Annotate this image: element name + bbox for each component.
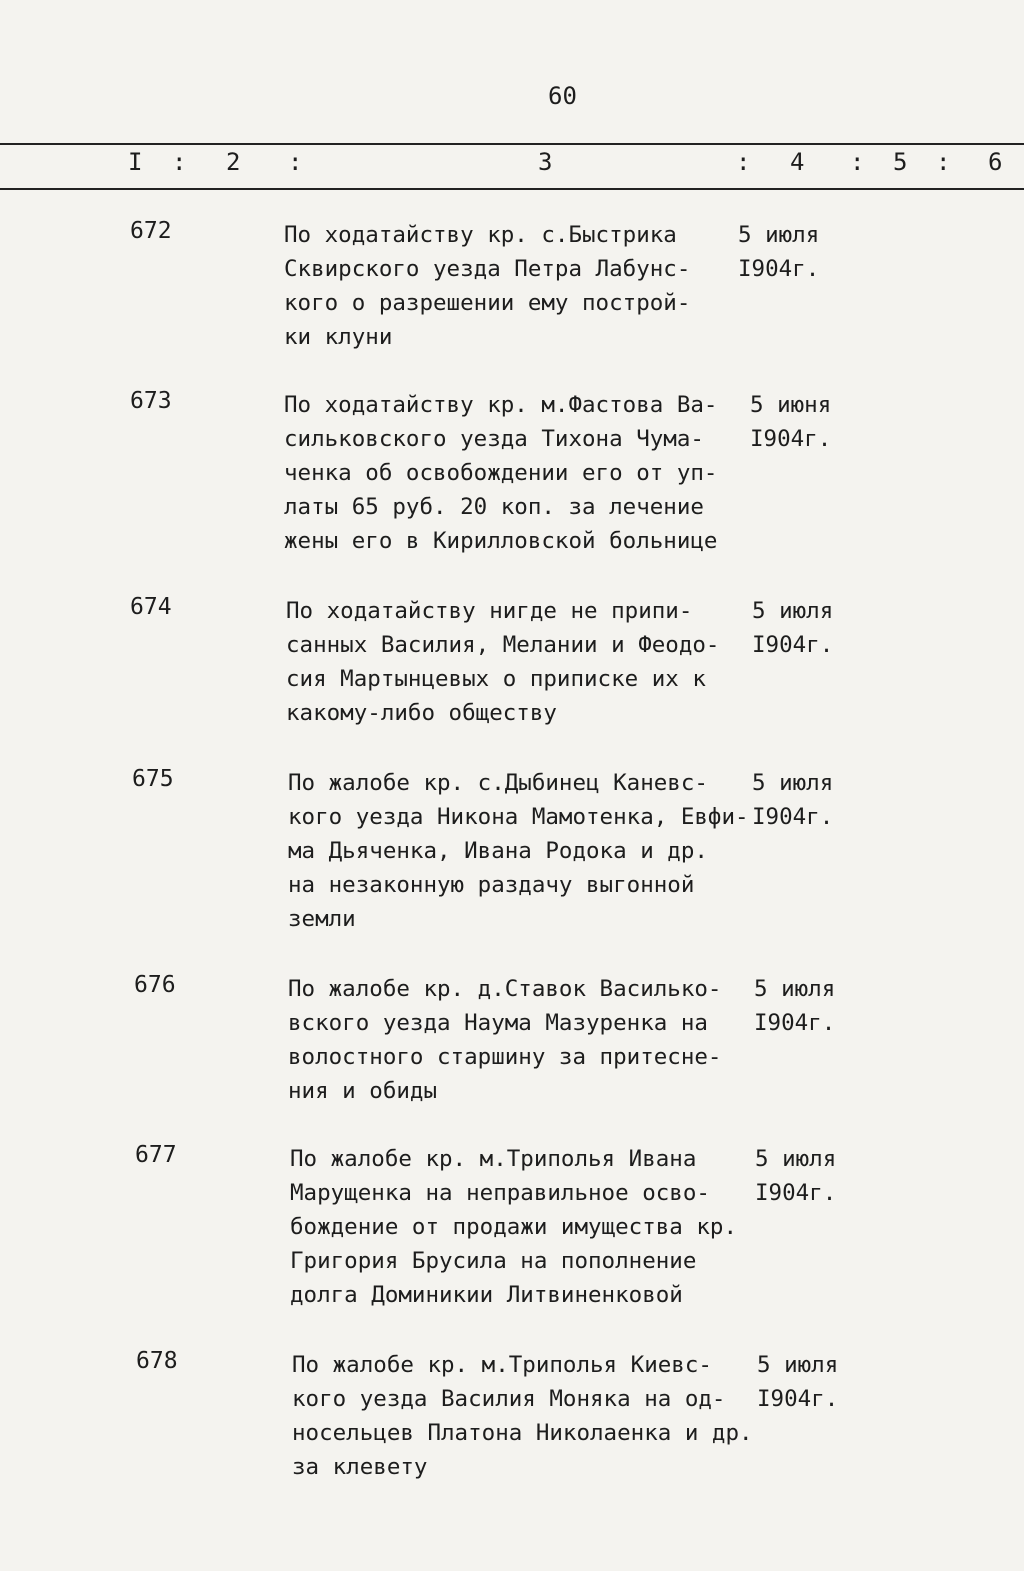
entry-date: 5 июля I904г. <box>757 1352 839 1412</box>
page-number: 60 <box>548 82 577 110</box>
entry-date: 5 июля I904г. <box>752 598 834 658</box>
entry-description: По жалобе кр. м.Триполья Киевс- кого уезда Василия Моняка на од- носельцев Платона Николаенка и др. за клевету <box>292 1352 753 1480</box>
entry-number: 673 <box>130 388 172 414</box>
header-column-label: 5 <box>893 148 908 176</box>
entry-description: По ходатайству нигде не припи- санных Василия, Мелании и Феодо- сия Мартынцевых о приписке их к какому-либо обществу <box>286 598 720 726</box>
header-column-label: I <box>128 148 143 176</box>
header-column-label: 2 <box>226 148 241 176</box>
header-separator: : <box>936 148 951 176</box>
entry-number: 674 <box>130 594 172 620</box>
header-top-rule <box>0 143 1024 145</box>
entry-number: 675 <box>132 766 174 792</box>
header-separator: : <box>288 148 303 176</box>
entry-date: 5 июня I904г. <box>750 392 832 452</box>
entry-number: 676 <box>134 972 176 998</box>
header-column-label: 4 <box>790 148 805 176</box>
entry-number: 672 <box>130 218 172 244</box>
header-column-label: 6 <box>988 148 1003 176</box>
entry-number: 677 <box>135 1142 177 1168</box>
header-separator: : <box>172 148 187 176</box>
entry-number: 678 <box>136 1348 178 1374</box>
header-separator: : <box>850 148 865 176</box>
entry-date: 5 июля I904г. <box>755 1146 837 1206</box>
entry-description: По жалобе кр. м.Триполья Ивана Марущенка на неправильное осво- бождение от продажи имущества кр. Григория Брусила на пополнение долга Доминикии Литвиненковой <box>290 1146 738 1308</box>
entry-description: По ходатайству кр. м.Фастова Ва- сильковского уезда Тихона Чума- ченка об освобождении его от уп- латы 65 руб. 20 коп. за лечение жены его в Кирилловской больнице <box>284 392 718 554</box>
entry-description: По жалобе кр. с.Дыбинец Каневс- кого уезда Никона Мамотенка, Евфи- ма Дьяченка, Ивана Родока и др. на незаконную раздачу выгонной земли <box>288 770 749 932</box>
header-separator: : <box>736 148 751 176</box>
entry-date: 5 июля I904г. <box>754 976 836 1036</box>
entry-date: 5 июля I904г. <box>738 222 820 282</box>
entry-description: По жалобе кр. д.Ставок Василько- вского уезда Наума Мазуренка на волостного старшину за притесне- ния и обиды <box>288 976 722 1104</box>
entry-description: По ходатайству кр. с.Быстрика Сквирского уезда Петра Лабунс- кого о разрешении ему построй- ки клуни <box>284 222 691 350</box>
entry-date: 5 июля I904г. <box>752 770 834 830</box>
header-column-label: 3 <box>538 148 553 176</box>
header-bottom-rule <box>0 188 1024 190</box>
